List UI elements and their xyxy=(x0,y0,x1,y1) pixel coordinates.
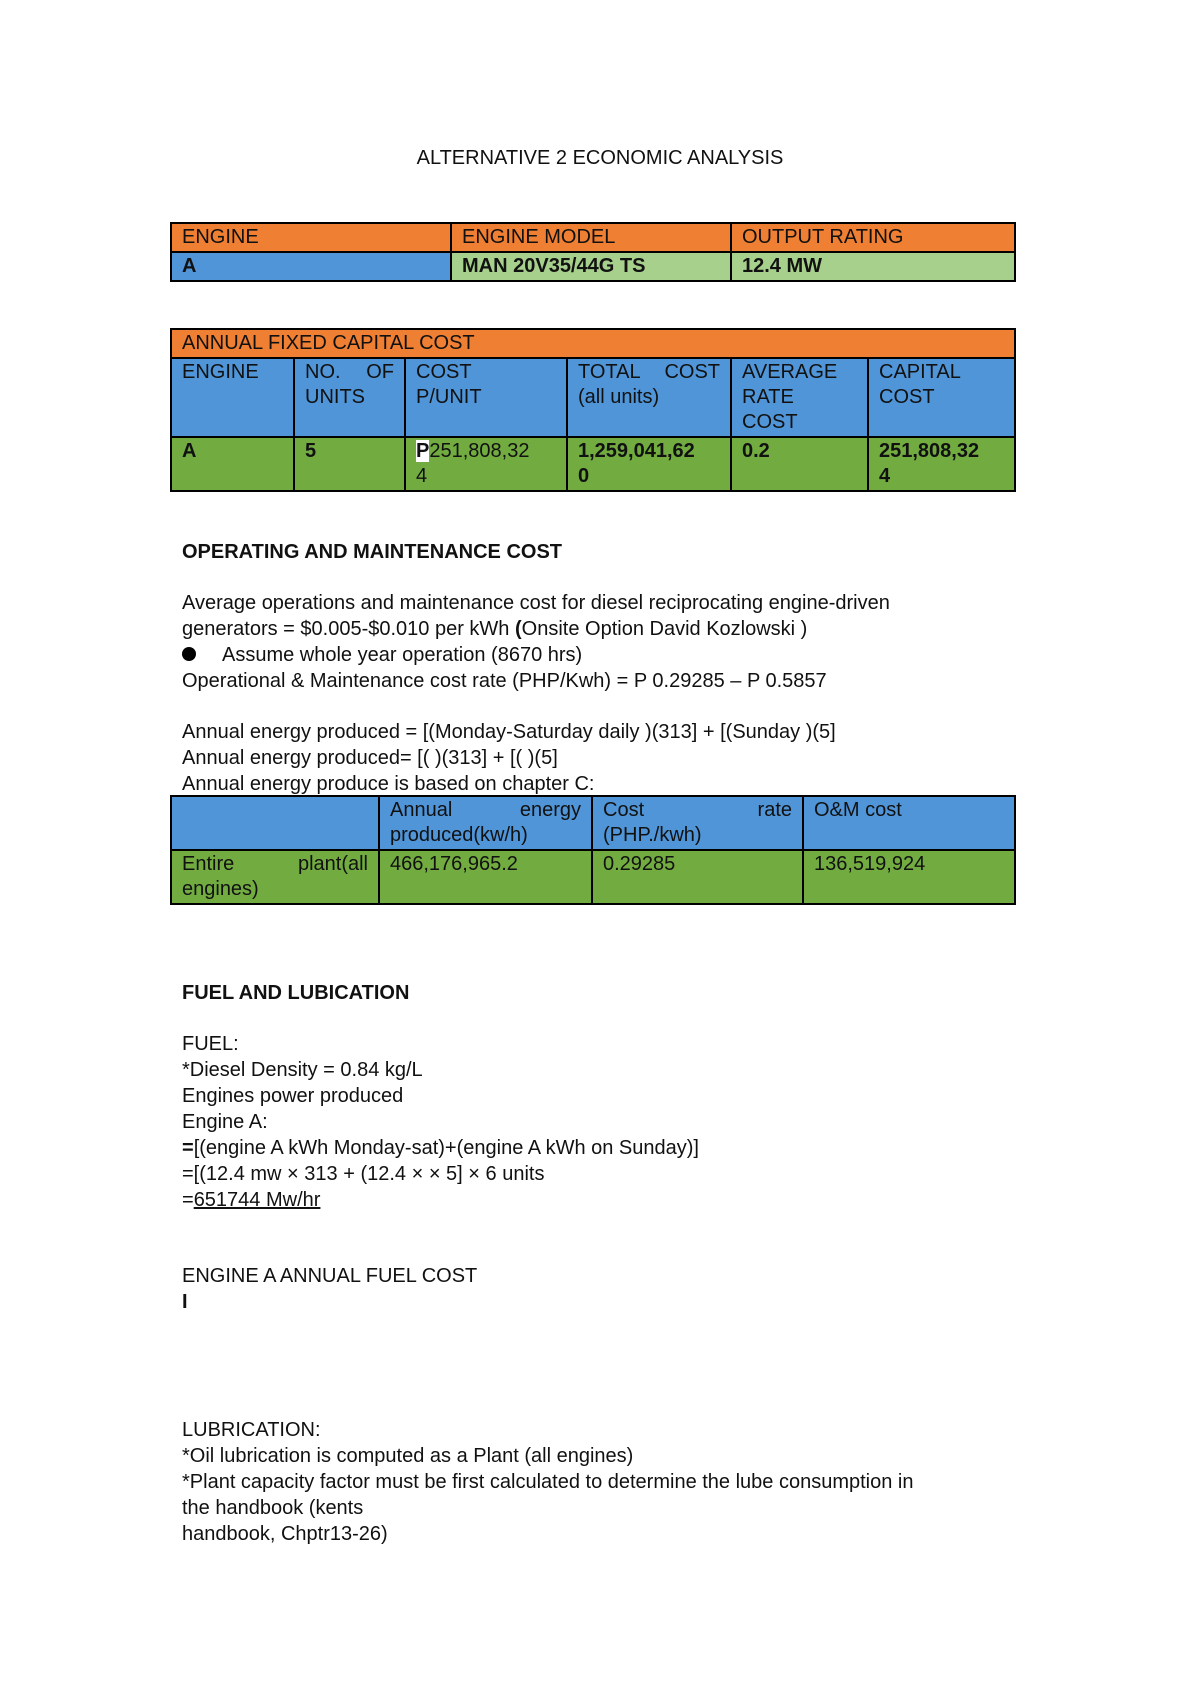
cell-engine-model: MAN 20V35/44G TS xyxy=(451,252,731,281)
om-line: generators = $0.005-$0.010 per kWh (Onsite Option David Kozlowski ) xyxy=(182,618,808,640)
fuel-heading: FUEL AND LUBICATION xyxy=(182,982,410,1004)
fuel-line: =651744 Mw/hr xyxy=(182,1189,321,1211)
header-engine: ENGINE xyxy=(171,358,294,437)
lub-line: the handbook (kents xyxy=(182,1497,364,1519)
engine-table xyxy=(170,222,1016,282)
om-line: Average operations and maintenance cost for diesel reciprocating engine-driven xyxy=(182,592,890,614)
page-title: ALTERNATIVE 2 ECONOMIC ANALYSIS xyxy=(416,147,784,169)
om-line: Annual energy produced = [(Monday-Saturday daily )(313] + [(Sunday )(5] xyxy=(182,721,836,743)
header-engine-model: ENGINE MODEL xyxy=(451,223,731,252)
om-heading: OPERATING AND MAINTENANCE COST xyxy=(182,541,562,563)
lub-line: handbook, Chptr13-26) xyxy=(182,1523,388,1545)
om-line: Annual energy produce is based on chapter C: xyxy=(182,773,595,795)
header-total-cost: TOTAL COST (all units) xyxy=(567,358,731,437)
lub-line: LUBRICATION: xyxy=(182,1419,321,1441)
cell-om-cost: 136,519,924 xyxy=(803,850,1015,904)
capital-cost-table xyxy=(170,328,1016,492)
table-row xyxy=(171,850,1015,904)
table-row xyxy=(171,329,1015,358)
om-line: Operational & Maintenance cost rate (PHP/Kwh) = P 0.29285 – P 0.5857 xyxy=(182,670,827,692)
fuel-line: Engines power produced xyxy=(182,1085,404,1107)
table-row xyxy=(171,358,1015,437)
lub-line: *Plant capacity factor must be first calculated to determine the lube consumption in xyxy=(182,1471,914,1493)
table-row xyxy=(171,437,1015,491)
om-bullet: Assume whole year operation (8670 hrs) xyxy=(182,643,582,668)
om-cost-table xyxy=(170,795,1016,905)
lub-line: *Oil lubrication is computed as a Plant (all engines) xyxy=(182,1445,634,1467)
fuel-line: I xyxy=(182,1291,188,1313)
capital-table-title: ANNUAL FIXED CAPITAL COST xyxy=(171,329,1015,358)
header-annual-energy: Annual energy produced(kw/h) xyxy=(379,796,592,850)
header-output-rating: OUTPUT RATING xyxy=(731,223,1015,252)
cell-annual-energy: 466,176,965.2 xyxy=(379,850,592,904)
cell-total-cost: 1,259,041,62 0 xyxy=(567,437,731,491)
fuel-line: =[(12.4 mw × 313 + (12.4 × × 5] × 6 units xyxy=(182,1163,545,1185)
cell-cost-per-unit: P251,808,32 4 xyxy=(405,437,567,491)
fuel-line: Engine A: xyxy=(182,1111,268,1133)
cell-engine: A xyxy=(171,252,451,281)
fuel-line: *Diesel Density = 0.84 kg/L xyxy=(182,1059,423,1081)
cell-capital-cost: 251,808,32 4 xyxy=(868,437,1015,491)
header-blank xyxy=(171,796,379,850)
header-capital-cost: CAPITAL COST xyxy=(868,358,1015,437)
cell-average-rate: 0.2 xyxy=(731,437,868,491)
om-line: Annual energy produced= [( )(313] + [( )(5] xyxy=(182,747,558,769)
table-row xyxy=(171,796,1015,850)
cell-entire-plant: Entire plant(all engines) xyxy=(171,850,379,904)
cell-units: 5 xyxy=(294,437,405,491)
bullet-icon xyxy=(182,647,196,661)
header-no-of-units: NO. OF UNITS xyxy=(294,358,405,437)
cell-cost-rate: 0.29285 xyxy=(592,850,803,904)
header-cost-per-unit: COST P/UNIT xyxy=(405,358,567,437)
header-om-cost: O&M cost xyxy=(803,796,1015,850)
table-row xyxy=(171,252,1015,281)
header-engine: ENGINE xyxy=(171,223,451,252)
header-average-rate-cost: AVERAGE RATE COST xyxy=(731,358,868,437)
fuel-line: =[(engine A kWh Monday-sat)+(engine A kWh on Sunday)] xyxy=(182,1137,699,1159)
fuel-line: FUEL: xyxy=(182,1033,239,1055)
fuel-line: ENGINE A ANNUAL FUEL COST xyxy=(182,1265,478,1287)
cell-output-rating: 12.4 MW xyxy=(731,252,1015,281)
table-row xyxy=(171,223,1015,252)
cell-engine: A xyxy=(171,437,294,491)
header-cost-rate: Cost rate (PHP./kwh) xyxy=(592,796,803,850)
